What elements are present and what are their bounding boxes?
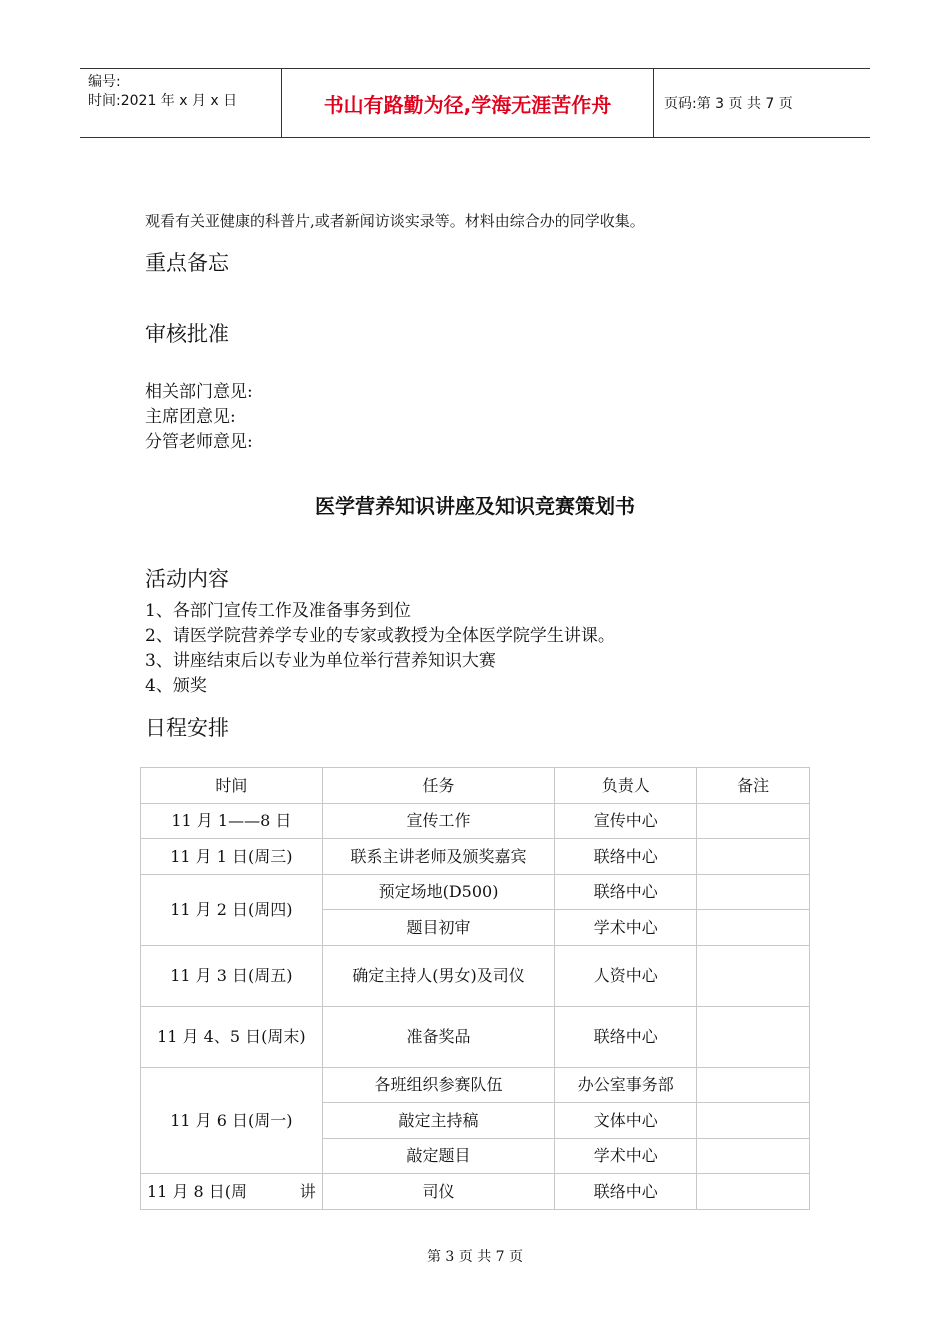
header-task: 任务 <box>322 768 555 804</box>
cell-owner: 联络中心 <box>555 1007 697 1068</box>
cell-time: 11 月 4、5 日(周末) <box>141 1007 323 1068</box>
cell-owner: 学术中心 <box>555 910 697 946</box>
cell-owner: 学术中心 <box>555 1139 697 1174</box>
activity-item: 3、讲座结束后以专业为单位举行营养知识大赛 <box>145 651 496 671</box>
cell-task: 各班组织参赛队伍 <box>322 1068 555 1103</box>
header-meta <box>80 69 282 137</box>
cell-notes <box>697 804 810 839</box>
table-row <box>141 946 810 1007</box>
approval-lines <box>145 380 253 455</box>
cell-task: 敲定主持稿 <box>322 1103 555 1139</box>
header-motto: 书山有路勤为径,学海无涯苦作舟 <box>282 69 654 137</box>
section-content-heading: 活动内容 <box>145 567 229 591</box>
cell-owner: 联络中心 <box>555 1174 697 1210</box>
cell-notes <box>697 946 810 1007</box>
section-approval-heading: 审核批准 <box>145 322 229 346</box>
cell-time: 11 月 3 日(周五) <box>141 946 323 1007</box>
cell-notes <box>697 1139 810 1174</box>
section-schedule-heading: 日程安排 <box>145 716 229 740</box>
document-title: 医学营养知识讲座及知识竞赛策划书 <box>315 494 635 518</box>
table-header-row <box>141 768 810 804</box>
cell-notes <box>697 1007 810 1068</box>
cell-time: 11 月 6 日(周一) <box>141 1068 323 1174</box>
cell-notes <box>697 839 810 875</box>
approval-line-teacher: 分管老师意见: <box>145 432 253 452</box>
cell-time: 11 月 1——8 日 <box>141 804 323 839</box>
cell-owner: 人资中心 <box>555 946 697 1007</box>
header-time: 时间 <box>141 768 323 804</box>
schedule-table <box>140 767 810 1210</box>
cell-time-text: 11 月 8 日(周 <box>147 1181 248 1201</box>
cell-notes <box>697 1174 810 1210</box>
cell-owner: 办公室事务部 <box>555 1068 697 1103</box>
page-header <box>80 68 870 138</box>
cell-owner: 联络中心 <box>555 839 697 875</box>
section-memo-heading: 重点备忘 <box>145 251 229 275</box>
approval-line-presidium: 主席团意见: <box>145 407 236 427</box>
table-row <box>141 875 810 910</box>
activity-item: 4、颁奖 <box>145 676 207 696</box>
activity-item: 1、各部门宣传工作及准备事务到位 <box>145 601 411 621</box>
cell-notes <box>697 910 810 946</box>
cell-task: 联系主讲老师及颁奖嘉宾 <box>322 839 555 875</box>
cell-time <box>141 1174 323 1210</box>
cell-task: 题目初审 <box>322 910 555 946</box>
approval-line-dept: 相关部门意见: <box>145 382 253 402</box>
cell-owner: 文体中心 <box>555 1103 697 1139</box>
cell-task: 预定场地(D500) <box>322 875 555 910</box>
table-row <box>141 1174 810 1210</box>
table-row <box>141 1068 810 1103</box>
cell-task: 准备奖品 <box>322 1007 555 1068</box>
cell-time-tail: 讲 <box>299 1181 316 1201</box>
cell-time: 11 月 1 日(周三) <box>141 839 323 875</box>
header-page-info: 页码:第 3 页 共 7 页 <box>664 96 793 112</box>
table-row <box>141 839 810 875</box>
cell-task: 敲定题目 <box>322 1139 555 1174</box>
header-notes: 备注 <box>697 768 810 804</box>
cell-task: 司仪 <box>322 1174 555 1210</box>
cell-owner: 联络中心 <box>555 875 697 910</box>
table-row <box>141 804 810 839</box>
activity-list <box>145 599 615 699</box>
time-label: 时间:2021 年 x 月 x 日 <box>88 93 238 109</box>
cell-notes <box>697 1068 810 1103</box>
page-footer: 第 3 页 共 7 页 <box>426 1249 524 1265</box>
header-owner: 负责人 <box>555 768 697 804</box>
cell-owner: 宣传中心 <box>555 804 697 839</box>
number-label: 编号: <box>88 74 121 90</box>
cell-task: 确定主持人(男女)及司仪 <box>322 946 555 1007</box>
cell-notes <box>697 875 810 910</box>
table-row <box>141 1007 810 1068</box>
cell-time: 11 月 2 日(周四) <box>141 875 323 946</box>
intro-text: 观看有关亚健康的科普片,或者新闻访谈实录等。材料由综合办的同学收集。 <box>145 212 645 230</box>
activity-item: 2、请医学院营养学专业的专家或教授为全体医学院学生讲课。 <box>145 626 615 646</box>
cell-notes <box>697 1103 810 1139</box>
cell-task: 宣传工作 <box>322 804 555 839</box>
